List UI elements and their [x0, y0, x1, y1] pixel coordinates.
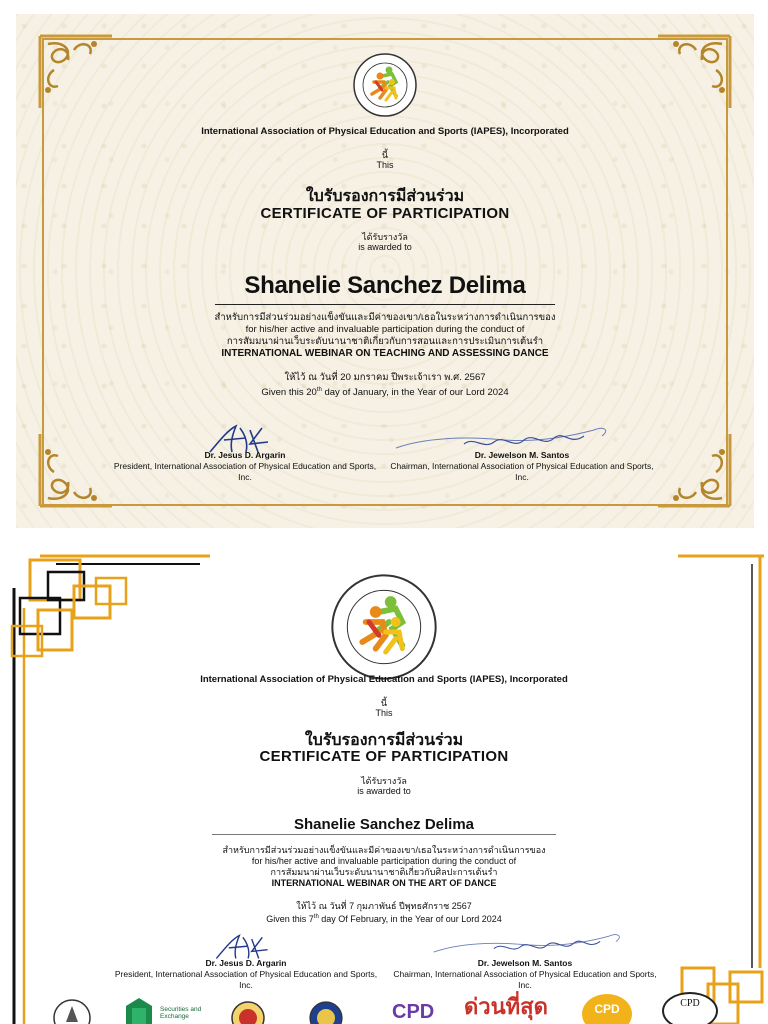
organization-name: International Association of Physical Education and Sports (IAPES), Incorporated: [200, 674, 568, 685]
ornament-corner-icon: [652, 428, 736, 512]
ornament-corner-icon: [34, 428, 118, 512]
organization-name: International Association of Physical Education and Sports (IAPES), Incorporated: [201, 126, 569, 137]
name-underline: [215, 304, 555, 305]
ornament-corner-icon: [34, 30, 118, 114]
signer-2-title: Chairman, International Association of Physical Education and Sports, Inc.: [393, 969, 657, 990]
ornament-corner-icon: [652, 30, 736, 114]
awarded-label: is awarded to: [357, 786, 411, 796]
signer-2-name: Dr. Jewelson M. Santos: [474, 450, 570, 460]
name-underline: [212, 834, 556, 835]
signer-2: [390, 958, 660, 991]
signer-1-name: Dr. Jesus D. Argarin: [205, 958, 287, 968]
signer-1: [112, 450, 378, 483]
certificate-teaching-assessing-dance: [16, 14, 754, 528]
sec-logo-text: Securities and Exchange: [160, 1006, 202, 1020]
awarded-label: is awarded to: [358, 242, 412, 252]
iapes-logo-icon: [352, 52, 418, 118]
given-thai: ให้ไว้ ณ วันที่ 7 กุมภาพันธ์ ปีพุทธศักราช 2567: [296, 901, 472, 911]
event-thai: การสัมมนาผ่านเว็บระดับนานาชาติเกี่ยวกับการสอนและการประเมินการเต้นรำ: [226, 336, 544, 347]
certificate-title: CERTIFICATE OF PARTICIPATION: [259, 748, 509, 765]
given-date: Given this 7th day Of February, in the Year of our Lord 2024: [266, 914, 502, 924]
cpd-logo: CPD: [392, 1001, 435, 1023]
signer-1-title: President, International Association of Physical Education and Sports, Inc.: [114, 969, 378, 990]
signer-1-name: Dr. Jesus D. Argarin: [204, 450, 286, 460]
signer-2: [386, 450, 658, 483]
university-seal-icon: [230, 996, 266, 1024]
certificate-title-thai: ใบรับรองการมีส่วนร่วม: [304, 732, 464, 749]
signer-2-title: Chairman, International Association of Physical Education and Sports, Inc.: [390, 461, 654, 482]
partner-logos: [0, 994, 768, 1024]
given-thai: ให้ไว้ ณ วันที่ 20 มกราคม ปีพระเจ้าเรา พ.ศ. 2567: [284, 372, 486, 383]
awarded-thai: ได้รับรางวัล: [361, 776, 407, 786]
reason-text: for his/her active and invaluable participation during the conduct of: [245, 324, 525, 335]
this-label: This: [375, 708, 393, 718]
this-thai: นี้: [380, 698, 388, 708]
reason-thai: สำหรับการมีส่วนร่วมอย่างแข็งขันและมีค่าของเขา/เธอในระหว่างการดำเนินการของ: [214, 312, 556, 323]
certificate-title: CERTIFICATE OF PARTICIPATION: [260, 205, 510, 222]
recipient-name: Shanelie Sanchez Delima: [244, 272, 526, 299]
signer-1: [110, 958, 382, 991]
iapes-logo-icon: [329, 572, 439, 682]
signer-2-name: Dr. Jewelson M. Santos: [477, 958, 573, 968]
cpd-gold-badge: CPD: [582, 994, 632, 1024]
this-thai: นี้: [381, 150, 389, 160]
sec-logo-icon: [122, 996, 156, 1024]
event-title: INTERNATIONAL WEBINAR ON TEACHING AND ASSESSING DANCE: [221, 348, 549, 359]
recipient-name: Shanelie Sanchez Delima: [293, 816, 475, 833]
urgent-stamp: ด่วนที่สุด: [464, 995, 548, 1020]
certificate-art-of-dance: [0, 548, 768, 1024]
event-thai: การสัมมนาผ่านเว็บระดับนานาชาติเกี่ยวกับศิลปะการเต้นรำ: [270, 867, 498, 877]
cpd-laurel-badge: CPD: [662, 992, 718, 1024]
signature-santos-icon: [432, 928, 632, 962]
awarded-thai: ได้รับรางวัล: [362, 232, 408, 242]
given-date: Given this 20th day of January, in the Year of our Lord 2024: [261, 387, 509, 399]
reason-thai: สำหรับการมีส่วนร่วมอย่างแข็งขันและมีค่าของเขา/เธอในระหว่างการดำเนินการของ: [222, 845, 546, 855]
this-label: This: [376, 160, 394, 170]
reason-text: for his/her active and invaluable participation during the conduct of: [251, 856, 517, 866]
certificate-title-thai: ใบรับรองการมีส่วนร่วม: [305, 188, 465, 205]
signer-1-title: President, International Association of Physical Education and Sports, Inc.: [113, 461, 377, 482]
seal-logo-icon: [52, 996, 92, 1024]
event-title: INTERNATIONAL WEBINAR ON THE ART OF DANCE: [271, 878, 497, 888]
prc-seal-icon: [308, 996, 344, 1024]
